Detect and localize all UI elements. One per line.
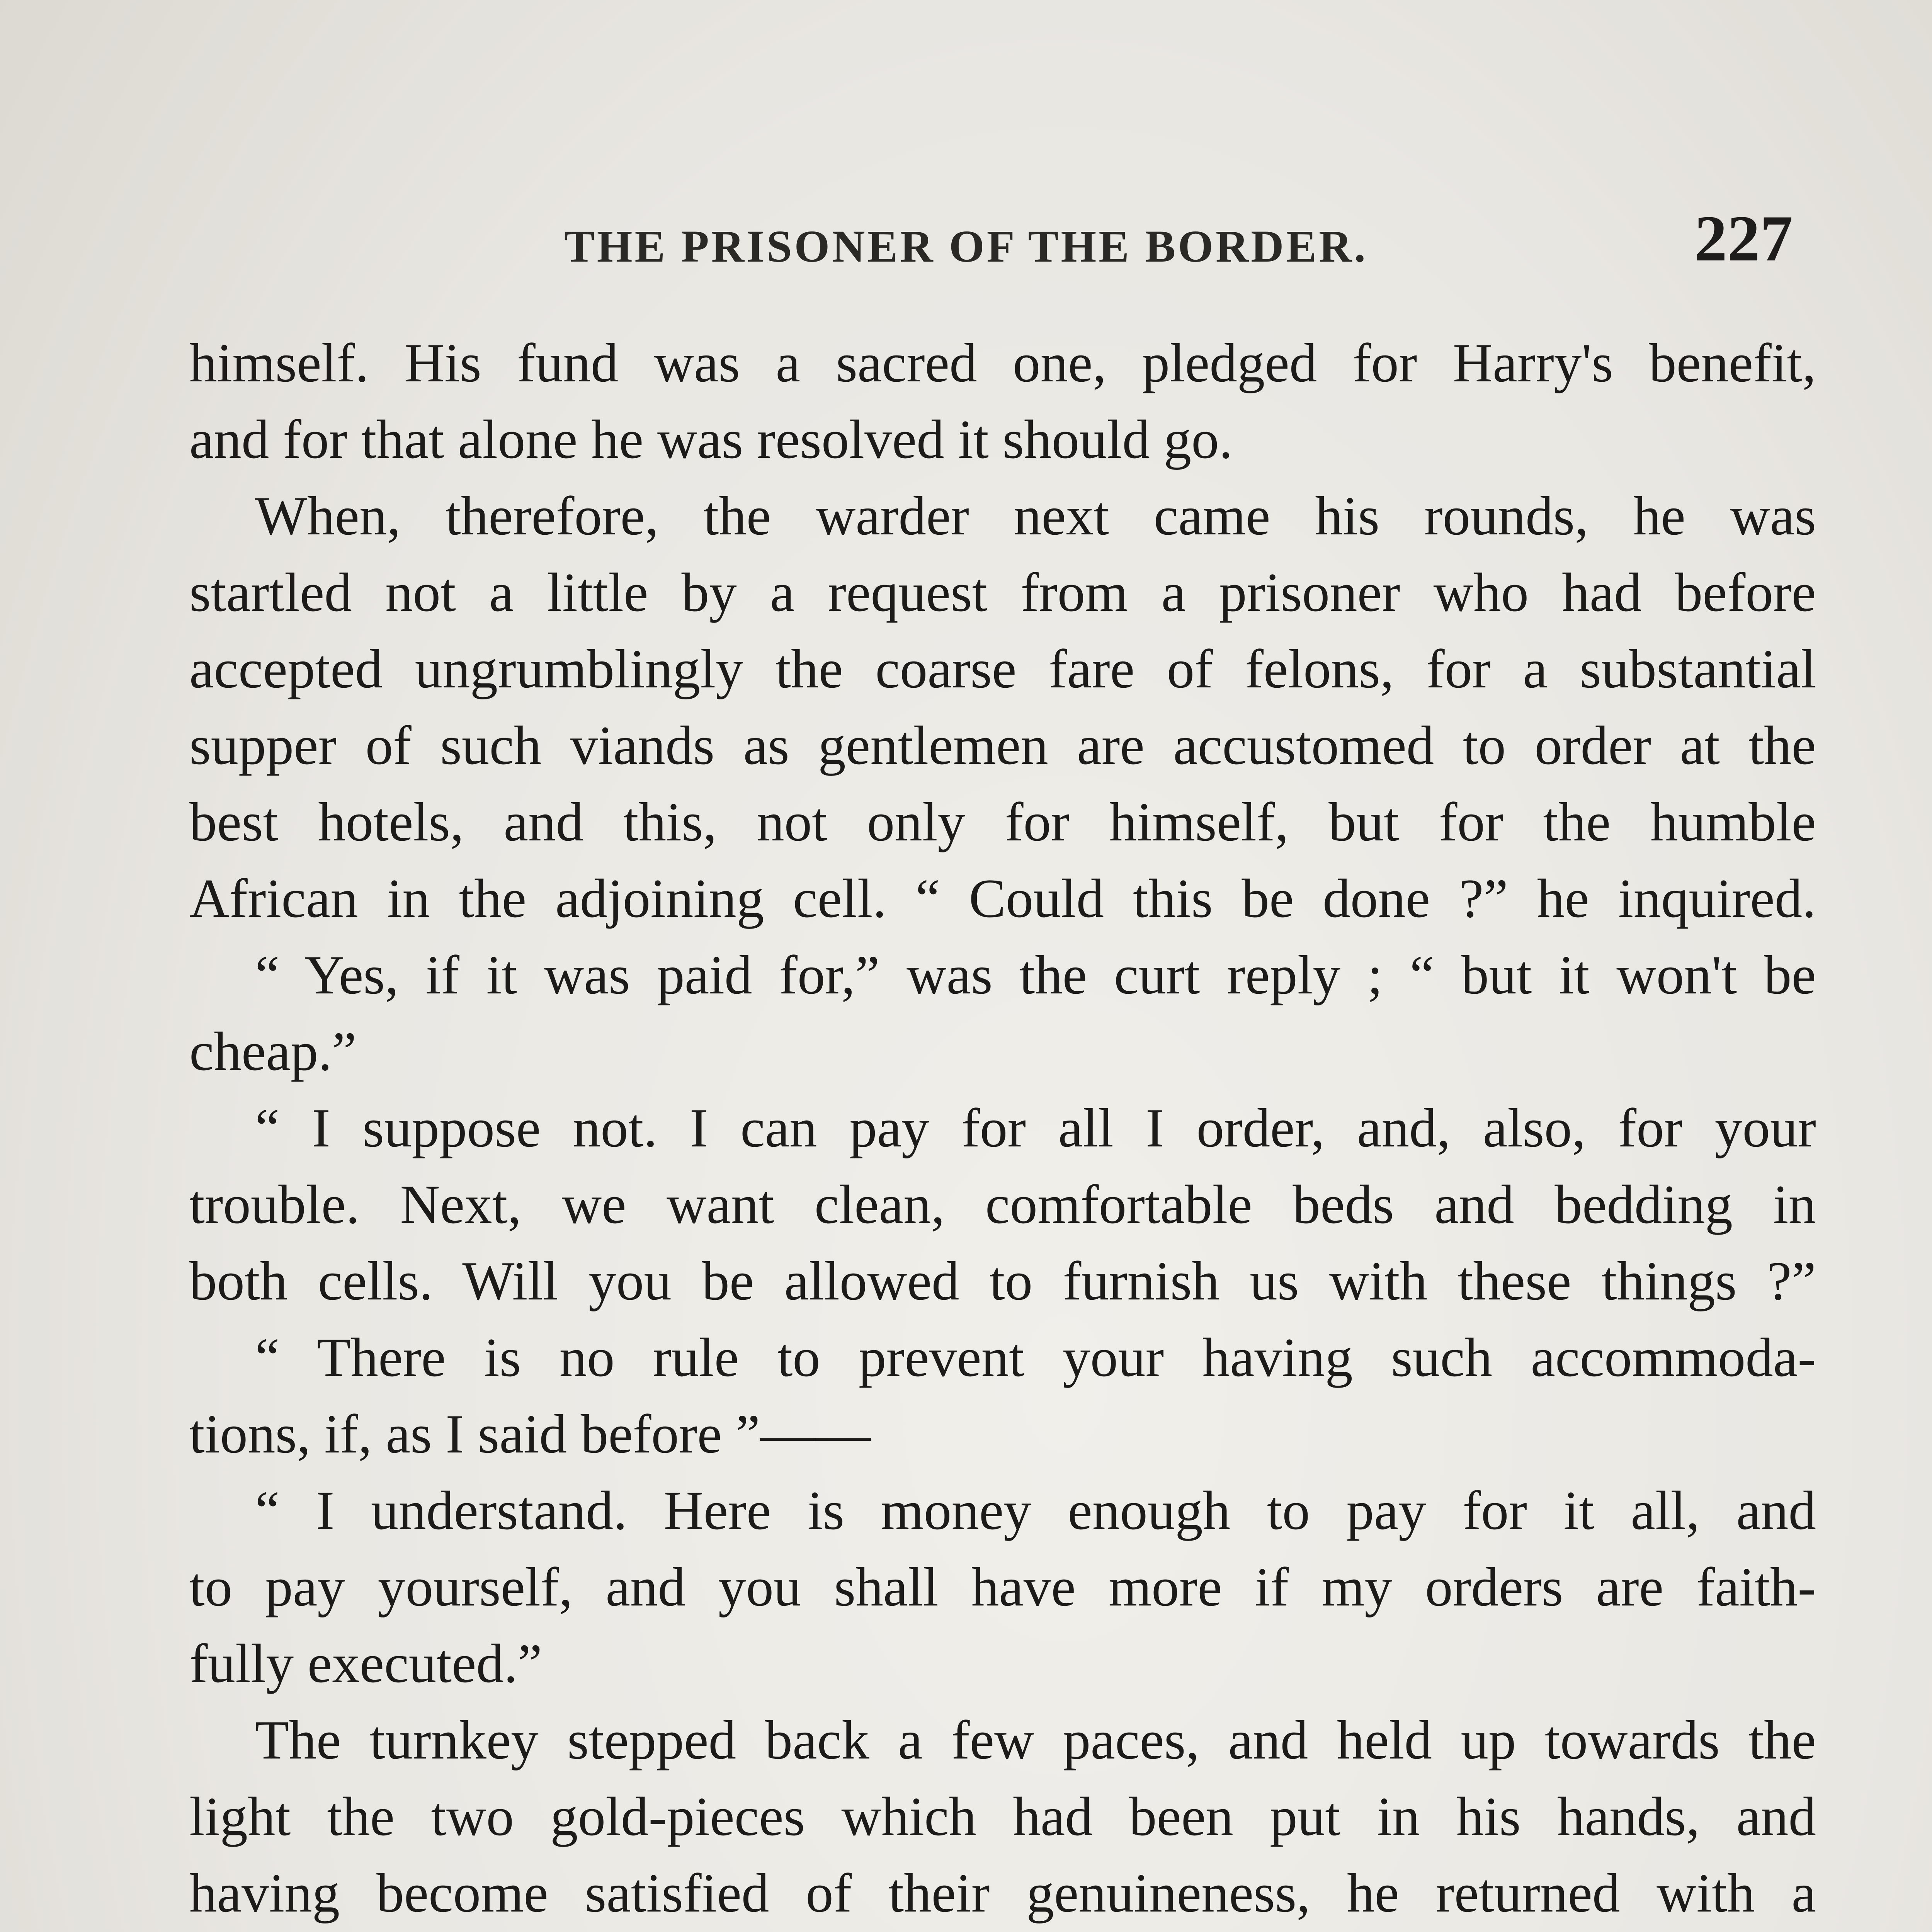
text-line: startled not a little by a request from a prisoner who had before bbox=[189, 562, 1816, 623]
text-line: “ There is no rule to prevent your having such accommoda- bbox=[255, 1327, 1816, 1388]
text-line: best hotels, and this, not only for himself, but for the humble bbox=[189, 791, 1816, 852]
text-line: tions, if, as I said before ”—— bbox=[189, 1403, 871, 1464]
text-line: having become satisfied of their genuineness, he returned with a bbox=[189, 1862, 1816, 1923]
text-line: light the two gold-pieces which had been put in his hands, and bbox=[189, 1786, 1816, 1847]
text-line: “ I suppose not. I can pay for all I order, and, also, for your bbox=[255, 1097, 1816, 1158]
running-head: THE PRISONER OF THE BORDER. bbox=[564, 221, 1368, 272]
text-line: The turnkey stepped back a few paces, and held up towards the bbox=[255, 1709, 1816, 1770]
text-line: accepted ungrumblingly the coarse fare of felons, for a substantial bbox=[189, 638, 1816, 699]
text-line: to pay yourself, and you shall have more if my orders are faith- bbox=[189, 1556, 1816, 1617]
text-line: trouble. Next, we want clean, comfortable beds and bedding in bbox=[189, 1174, 1816, 1235]
text-line: himself. His fund was a sacred one, pledged for Harry's benefit, bbox=[189, 332, 1816, 393]
text-line: African in the adjoining cell. “ Could this be done ?” he inquired. bbox=[189, 868, 1816, 929]
text-line: both cells. Will you be allowed to furnish us with these things ?” bbox=[189, 1250, 1816, 1311]
text-line: and for that alone he was resolved it should go. bbox=[189, 409, 1233, 470]
text-line: cheap.” bbox=[189, 1021, 357, 1082]
text-line: fully executed.” bbox=[189, 1633, 543, 1694]
text-line: “ I understand. Here is money enough to pay for it all, and bbox=[255, 1480, 1816, 1541]
text-line: When, therefore, the warder next came his rounds, he was bbox=[255, 485, 1816, 546]
page-header bbox=[564, 201, 1816, 278]
body-text bbox=[189, 325, 1816, 1932]
text-line: supper of such viands as gentlemen are accustomed to order at the bbox=[189, 715, 1816, 776]
page-number: 227 bbox=[1694, 202, 1793, 275]
text-line: “ Yes, if it was paid for,” was the curt reply ; “ but it won't be bbox=[255, 944, 1816, 1005]
